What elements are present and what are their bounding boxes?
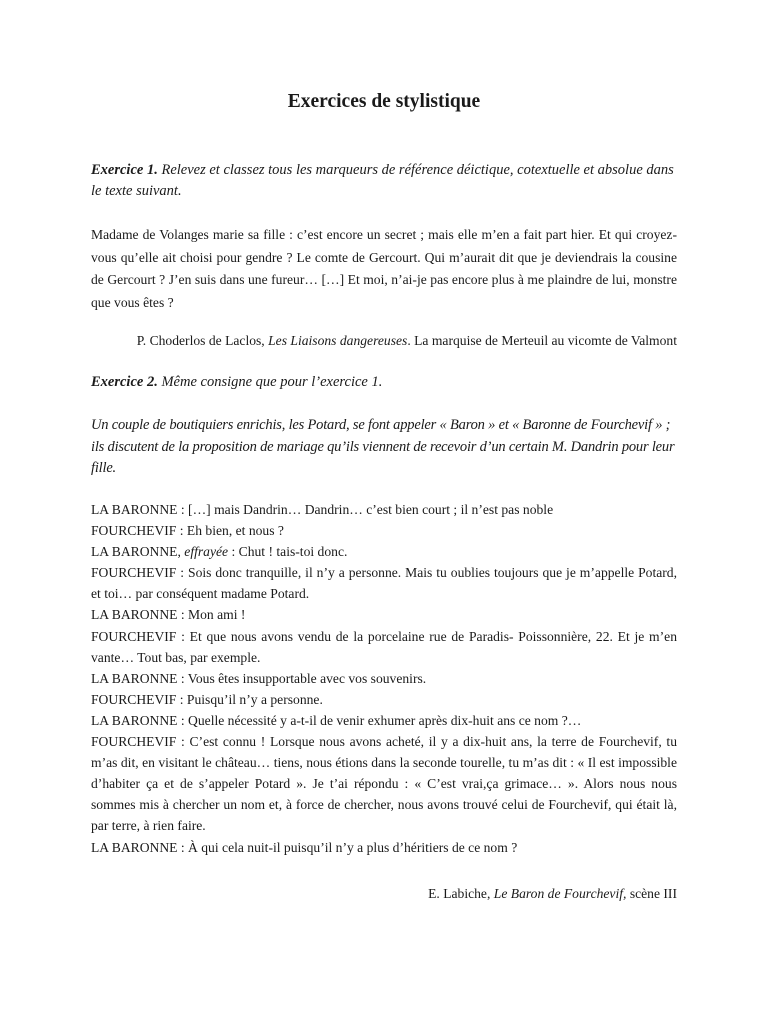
dialogue-line: FOURCHEVIF : C’est connu ! Lorsque nous avons acheté, il y a dix-huit ans, la terre de Fourchevif, tu m’as dit, en visitant le château… tiens, nous étions dans la seconde tourelle, tu m’as dit : « Il est impossible d’habiter ça et de s’appeler Potard ». Je t’ai répondu : « C’est vrai,ça grimace… ». Alors nous nous sommes mis à chercher un nom et, à force de chercher, nous avons trouvé celui de Fourchevif, qui était là, par terre, à rien faire. [91,734,677,834]
dialogue-line: FOURCHEVIF : Eh bien, et nous ? [91,523,284,539]
exercise-2-text: Même consigne que pour l’exercice 1. [157,374,383,390]
dialogue-line: LA BARONNE : […] mais Dandrin… Dandrin… c’est bien court ; il n’est pas noble [91,502,554,517]
source-1-author: P. Choderlos de Laclos, [136,333,269,348]
dialogue-line: LA BARONNE : Quelle nécessité y a-t-il de venir exhumer après dix-huit ans ce nom ?… [91,712,582,728]
source-2-author: E. Labiche, [428,886,494,901]
exercise-2-instruction [91,372,677,393]
passage-2-source [91,883,677,905]
exercise-1-instruction [91,160,677,202]
source-1-rest: . La marquise de Merteuil au vicomte de Valmont [407,333,677,348]
passage-1: Madame de Volanges marie sa fille : c’est encore un secret ; mais elle m’en a fait part hier. Et qui croyez-vous qu’elle ait choisi pour gendre ? Le comte de Gercourt. Qui m’aurait dit que je deviendrais la cousine de Gercourt ? J’en suis dans une fureur… […] Et moi, n’ai-je pas encore plus à me plaindre de lui, monstre que vous êtes ? [91,227,677,310]
source-2-work: Le Baron de Fourchevif, [493,886,627,901]
dialogue [91,499,677,858]
source-1-work: Les Liaisons dangereuses [268,333,408,348]
dialogue-line: LA BARONNE : Vous êtes insupportable avec vos souvenirs. [91,670,427,686]
exercise-1-text: Relevez et classez tous les marqueurs de référence déictique, cotextuelle et absolue dans le texte suivant. [91,162,674,199]
page-title: Exercices de stylistique [287,91,481,112]
dialogue-text: : Chut ! tais-toi donc. [228,544,348,560]
dialogue-line: LA BARONNE : Mon ami ! [91,607,246,623]
source-2-rest: scène III [626,886,677,901]
exercise-2-label: Exercice 2. [91,374,158,390]
dialogue-line: LA BARONNE : À qui cela nuit-il puisqu’il n’y a plus d’héritiers de ce nom ? [91,839,518,855]
dialogue-line: FOURCHEVIF : Et que nous avons vendu de la porcelaine rue de Paradis- Poissonnière, 22. Et je m’en vante… Tout bas, par exemple. [91,628,677,665]
dialogue-line: FOURCHEVIF : Sois donc tranquille, il n’y a personne. Mais tu oublies toujours que je m’appelle Potard, et toi… par conséquent madame Potard. [91,565,677,602]
stage-direction: effrayée [184,544,229,560]
dialogue-line [91,541,677,562]
passage-1-source [91,330,677,352]
dialogue-line: FOURCHEVIF : Puisqu’il n’y a personne. [91,691,323,707]
exercise-1-label: Exercice 1. [91,162,158,178]
dialogue-speaker: LA BARONNE, [91,544,185,560]
exercise-2-intro: Un couple de boutiquiers enrichis, les Potard, se font appeler « Baron » et « Baronne de Fourchevif » ; ils discutent de la proposition de mariage qu’ils viennent de recevoir d’un certain M. Dandrin pour leur fille. [91,417,675,476]
